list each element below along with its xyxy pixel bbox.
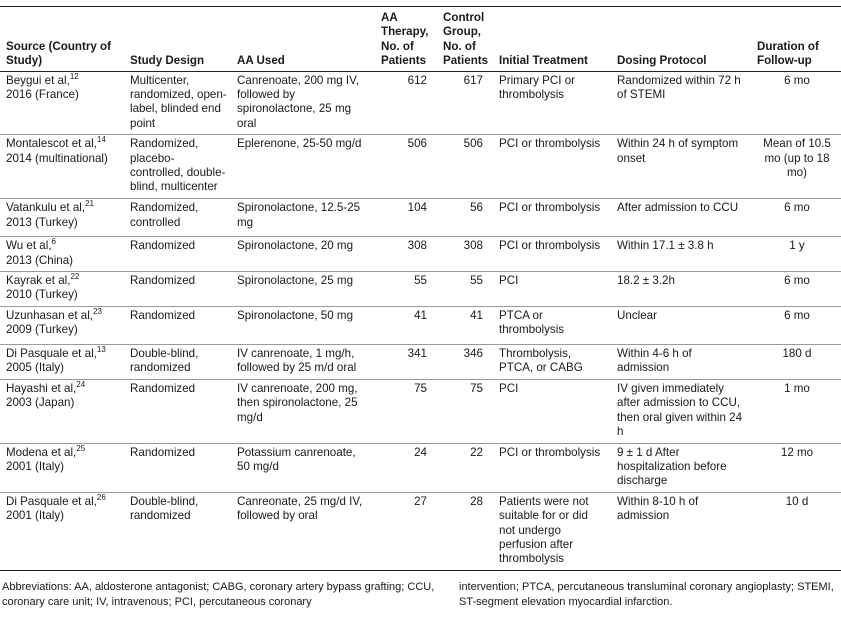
source-authors: Hayashi et al, — [6, 381, 77, 395]
cell-aa-patients: 341 — [375, 344, 437, 379]
cell-dosing-protocol: Within 17.1 ± 3.8 h — [611, 237, 751, 272]
table-row — [0, 199, 841, 237]
cell-duration: 6 mo — [751, 199, 841, 237]
cell-duration: 6 mo — [751, 71, 841, 135]
header-initial-treatment: Initial Treatment — [493, 7, 611, 71]
cell-duration: 12 mo — [751, 443, 841, 492]
reference-number: 22 — [70, 272, 80, 282]
source-country: 2009 (Turkey) — [6, 323, 78, 337]
cell-study-design: Randomized, controlled — [124, 199, 231, 237]
cell-source — [0, 272, 124, 307]
cell-control-patients: 56 — [437, 199, 493, 237]
cell-initial-treatment: Primary PCI or thrombolysis — [493, 71, 611, 135]
cell-initial-treatment: Patients were not suitable for or did not undergo perfusion after thrombolysis — [493, 492, 611, 570]
cell-dosing-protocol: Within 8-10 h of admission — [611, 492, 751, 570]
cell-aa-used: Spironolactone, 12.5-25 mg — [231, 199, 375, 237]
cell-source — [0, 135, 124, 199]
cell-source — [0, 306, 124, 344]
cell-study-design: Multicenter, randomized, open-label, blinded end point — [124, 71, 231, 135]
cell-duration: 180 d — [751, 344, 841, 379]
cell-initial-treatment: PCI or thrombolysis — [493, 135, 611, 199]
table-row — [0, 71, 841, 135]
source-authors: Kayrak et al, — [6, 274, 71, 288]
source-authors: Modena et al, — [6, 445, 77, 459]
table-row — [0, 306, 841, 344]
reference-number: 26 — [96, 492, 106, 502]
cell-study-design: Randomized, placebo-controlled, double-blind, multicenter — [124, 135, 231, 199]
cell-aa-patients: 75 — [375, 379, 437, 443]
cell-aa-used: Canreonate, 25 mg/d IV, followed by oral — [231, 492, 375, 570]
cell-source — [0, 379, 124, 443]
cell-aa-used: IV canrenoate, 200 mg, then spironolactone, 25 mg/d — [231, 379, 375, 443]
cell-control-patients: 28 — [437, 492, 493, 570]
header-dosing-protocol: Dosing Protocol — [611, 7, 751, 71]
cell-source — [0, 71, 124, 135]
source-country: 2001 (Italy) — [6, 459, 64, 473]
cell-source — [0, 344, 124, 379]
cell-control-patients: 41 — [437, 306, 493, 344]
cell-duration: 1 y — [751, 237, 841, 272]
cell-aa-patients: 104 — [375, 199, 437, 237]
cell-control-patients: 55 — [437, 272, 493, 307]
table-row — [0, 135, 841, 199]
cell-aa-used: Spironolactone, 20 mg — [231, 237, 375, 272]
header-study-design: Study Design — [124, 7, 231, 71]
cell-dosing-protocol: 9 ± 1 d After hospitalization before discharge — [611, 443, 751, 492]
source-authors: Montalescot et al, — [6, 137, 97, 151]
reference-number: 25 — [76, 443, 86, 453]
header-aa-patients: AA Therapy, No. of Patients — [375, 7, 437, 71]
reference-number: 23 — [93, 306, 102, 316]
reference-number: 21 — [85, 199, 94, 209]
cell-aa-used: IV canrenoate, 1 mg/h, followed by 25 m/d oral — [231, 344, 375, 379]
source-country: 2010 (Turkey) — [6, 288, 78, 302]
cell-duration: 10 d — [751, 492, 841, 570]
source-authors: Wu et al, — [6, 239, 52, 253]
cell-aa-patients: 41 — [375, 306, 437, 344]
cell-aa-patients: 24 — [375, 443, 437, 492]
cell-aa-used: Canrenoate, 200 mg IV, followed by spironolactone, 25 mg oral — [231, 71, 375, 135]
cell-aa-patients: 506 — [375, 135, 437, 199]
cell-source — [0, 237, 124, 272]
cell-control-patients: 75 — [437, 379, 493, 443]
cell-initial-treatment: Thrombolysis, PTCA, or CABG — [493, 344, 611, 379]
cell-duration: 1 mo — [751, 379, 841, 443]
cell-study-design: Randomized — [124, 379, 231, 443]
cell-control-patients: 346 — [437, 344, 493, 379]
cell-aa-used: Spironolactone, 50 mg — [231, 306, 375, 344]
cell-control-patients: 308 — [437, 237, 493, 272]
cell-aa-patients: 55 — [375, 272, 437, 307]
cell-study-design: Randomized — [124, 306, 231, 344]
source-authors: Uzunhasan et al, — [6, 308, 94, 322]
cell-initial-treatment: PCI — [493, 272, 611, 307]
source-authors: Beygui et al, — [6, 73, 70, 87]
table-row — [0, 237, 841, 272]
header-control-patients: Control Group, No. of Patients — [437, 7, 493, 71]
header-aa-used: AA Used — [231, 7, 375, 71]
table-row — [0, 344, 841, 379]
cell-duration: 6 mo — [751, 306, 841, 344]
source-authors: Di Pasquale et al, — [6, 494, 97, 508]
studies-table — [0, 7, 841, 571]
cell-study-design: Randomized — [124, 272, 231, 307]
cell-aa-used: Spironolactone, 25 mg — [231, 272, 375, 307]
header-row — [0, 7, 841, 71]
cell-source — [0, 443, 124, 492]
header-source: Source (Country of Study) — [0, 7, 124, 71]
cell-aa-patients: 308 — [375, 237, 437, 272]
cell-aa-patients: 612 — [375, 71, 437, 135]
cell-control-patients: 22 — [437, 443, 493, 492]
cell-initial-treatment: PCI or thrombolysis — [493, 443, 611, 492]
source-country: 2013 (China) — [6, 253, 74, 267]
footnote-right: intervention; PTCA, percutaneous transluminal coronary angioplasty; STEMI, ST-segment elevation myocardial infarction. — [459, 581, 834, 608]
source-country: 2005 (Italy) — [6, 361, 64, 375]
footnote-left: Abbreviations: AA, aldosterone antagonist; CABG, coronary artery bypass grafting; CCU, coronary care unit; IV, intravenous; PCI, percutaneous coronary — [2, 581, 435, 608]
reference-number: 24 — [76, 379, 86, 389]
cell-dosing-protocol: After admission to CCU — [611, 199, 751, 237]
source-country: 2003 (Japan) — [6, 396, 75, 410]
reference-number: 14 — [96, 135, 106, 145]
source-country: 2013 (Turkey) — [6, 215, 78, 229]
reference-number: 13 — [96, 344, 106, 354]
cell-dosing-protocol: Within 4-6 h of admission — [611, 344, 751, 379]
cell-dosing-protocol: IV given immediately after admission to CCU, then oral given within 24 h — [611, 379, 751, 443]
cell-initial-treatment: PTCA or thrombolysis — [493, 306, 611, 344]
cell-initial-treatment: PCI or thrombolysis — [493, 237, 611, 272]
cell-source — [0, 492, 124, 570]
cell-study-design: Randomized — [124, 237, 231, 272]
source-country: 2001 (Italy) — [6, 509, 64, 523]
cell-aa-patients: 27 — [375, 492, 437, 570]
cell-dosing-protocol: 18.2 ± 3.2h — [611, 272, 751, 307]
cell-control-patients: 506 — [437, 135, 493, 199]
cell-dosing-protocol: Randomized within 72 h of STEMI — [611, 71, 751, 135]
cell-study-design: Double-blind, randomized — [124, 344, 231, 379]
table-row — [0, 443, 841, 492]
header-duration: Duration of Follow-up — [751, 7, 841, 71]
cell-source — [0, 199, 124, 237]
cell-study-design: Randomized — [124, 443, 231, 492]
cell-aa-used: Eplerenone, 25-50 mg/d — [231, 135, 375, 199]
source-authors: Di Pasquale et al, — [6, 346, 97, 360]
source-authors: Vatankulu et al, — [6, 201, 86, 215]
reference-number: 6 — [51, 237, 56, 247]
source-country: 2016 (France) — [6, 88, 79, 102]
cell-initial-treatment: PCI — [493, 379, 611, 443]
cell-study-design: Double-blind, randomized — [124, 492, 231, 570]
source-country: 2014 (multinational) — [6, 151, 108, 165]
table-row — [0, 492, 841, 570]
cell-dosing-protocol: Within 24 h of symptom onset — [611, 135, 751, 199]
table-row — [0, 379, 841, 443]
cell-duration: 6 mo — [751, 272, 841, 307]
reference-number: 12 — [69, 71, 79, 81]
cell-duration: Mean of 10.5 mo (up to 18 mo) — [751, 135, 841, 199]
cell-control-patients: 617 — [437, 71, 493, 135]
cell-aa-used: Potassium canrenoate, 50 mg/d — [231, 443, 375, 492]
cell-dosing-protocol: Unclear — [611, 306, 751, 344]
table-row — [0, 272, 841, 307]
cell-initial-treatment: PCI or thrombolysis — [493, 199, 611, 237]
